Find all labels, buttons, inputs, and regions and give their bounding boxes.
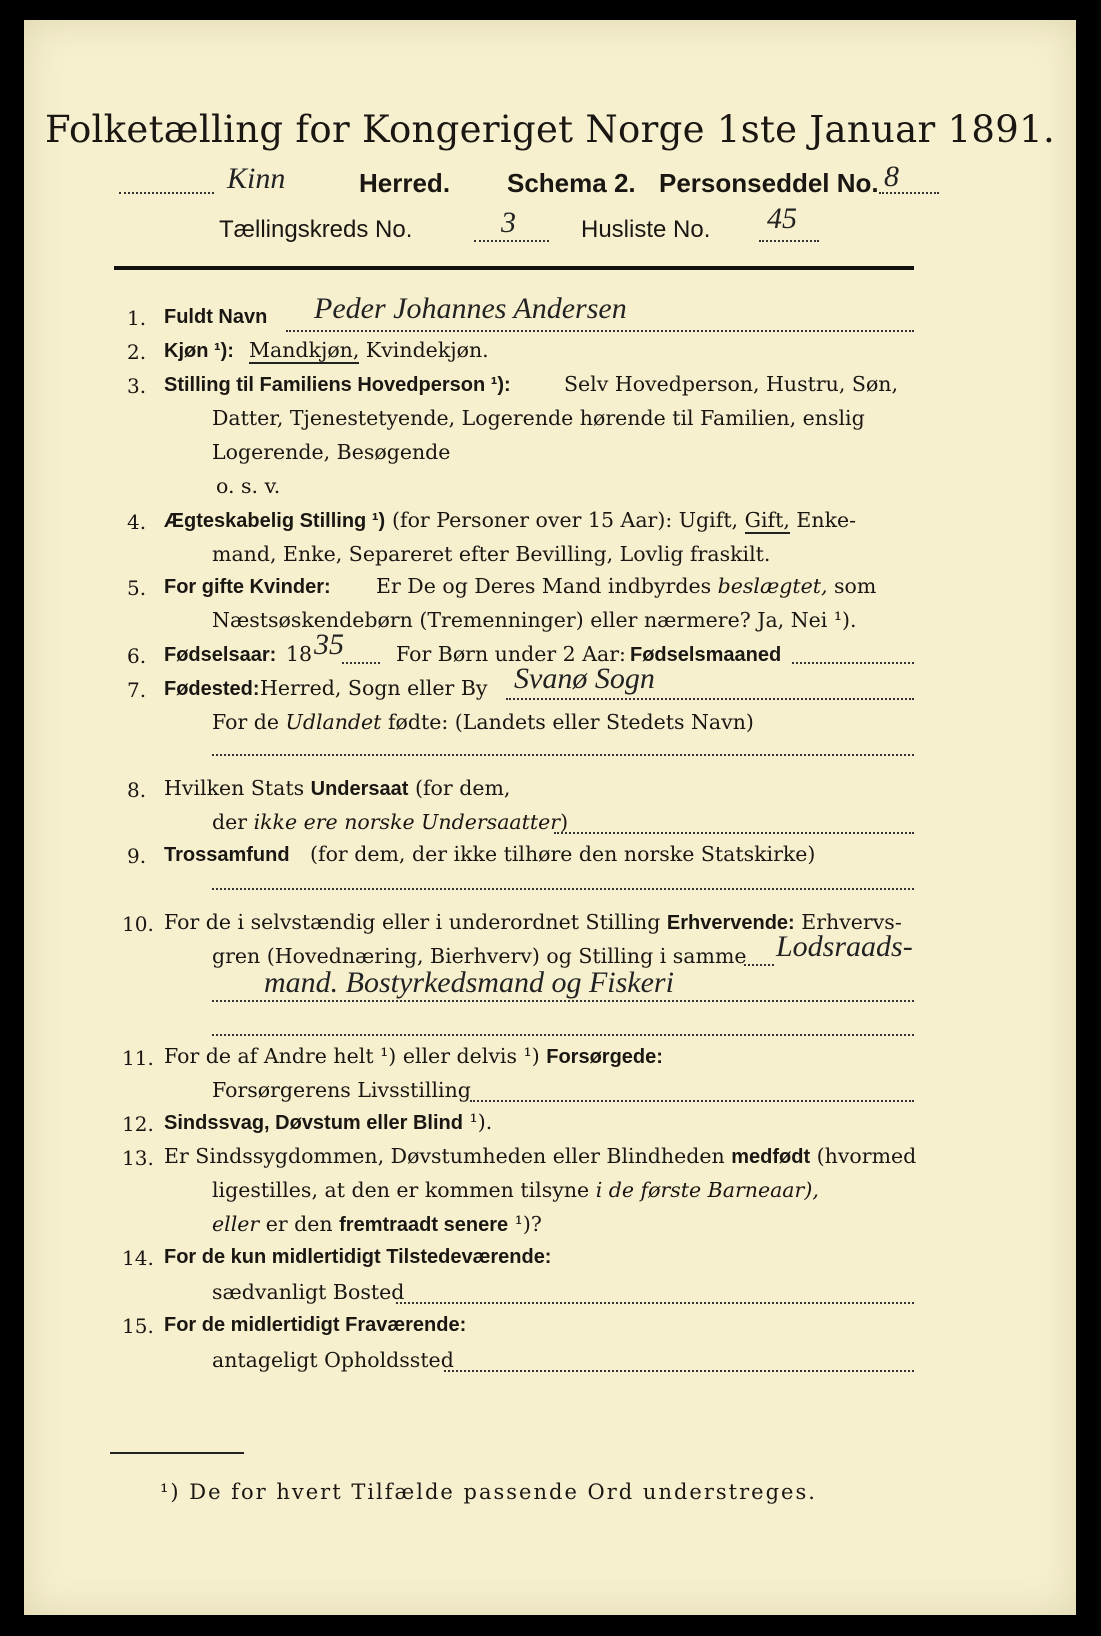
congenital-prefix: Er Sindssygdommen, Døvstumheden eller Blindheden (164, 1144, 732, 1168)
congenital-line3-italic: eller (212, 1212, 260, 1236)
personseddel-label: Personseddel No. (659, 168, 879, 198)
dotted-leader (119, 192, 214, 194)
dotted-leader (212, 754, 914, 756)
item-number: 12. (122, 1112, 154, 1136)
field-label-birth-month: Fødselsmaaned (630, 644, 782, 666)
foreign-birth-text (212, 710, 754, 734)
sex-option-female: Kvindekjøn. (359, 338, 489, 362)
under-two-text: For Børn under 2 Aar: (396, 642, 626, 666)
birth-year-prefix: 18 (286, 642, 313, 666)
item-number: 7. (127, 678, 147, 702)
item-number: 13. (122, 1146, 154, 1170)
occupation-suffix: Erhvervs- (794, 910, 902, 934)
herred-label: Herred. (359, 168, 451, 198)
taellingskreds-label: Tællingskreds No. (219, 216, 413, 243)
census-form (24, 20, 1076, 1615)
item-number: 1. (127, 306, 147, 330)
schema-label: Schema 2. (507, 168, 636, 198)
field-label-later-onset: fremtraadt senere (339, 1214, 509, 1236)
dotted-leader (470, 1100, 914, 1102)
field-label-birthplace: Fødested: (164, 678, 260, 700)
birth-year-value: 35 (314, 628, 344, 661)
item-number: 9. (127, 844, 147, 868)
field-label-religion: Trossamfund (164, 844, 290, 866)
dotted-leader (744, 964, 774, 966)
citizenship-text (164, 776, 510, 801)
congenital-suffix: (hvormed (810, 1144, 917, 1168)
field-label-citizenship: Undersaat (310, 778, 409, 800)
citizenship-suffix: (for dem, (408, 776, 511, 800)
congenital-text-2 (212, 1178, 819, 1202)
occupation-value-2: mand. Bostyrkedsmand og Fiskeri (264, 966, 674, 999)
occupation-prefix: For de i selvstændig eller i underordnet Stilling (164, 910, 667, 934)
item-number: 15. (122, 1314, 154, 1338)
foreign-text: For de (212, 710, 286, 734)
dotted-leader (396, 1302, 914, 1304)
header-line-1 (119, 162, 987, 202)
congenital-text-3 (212, 1212, 542, 1237)
dotted-leader (286, 330, 914, 332)
congenital-text (164, 1144, 916, 1169)
marital-options (392, 508, 856, 532)
question-italic: beslægtet, (717, 574, 828, 598)
item-number: 11. (122, 1046, 154, 1070)
field-label-marital: Ægteskabelig Stilling ¹) (164, 510, 386, 532)
citizenship-line2-end: ) (560, 810, 569, 834)
item-number: 3. (127, 374, 147, 398)
item-number: 8. (127, 778, 147, 802)
position-options-3: Logerende, Besøgende (212, 440, 451, 464)
birthplace-text: Herred, Sogn eller By (260, 676, 488, 700)
disability-text (164, 1110, 492, 1135)
header-line-2 (219, 202, 919, 250)
field-label-congenital: medfødt (731, 1146, 811, 1168)
dotted-leader (444, 1370, 914, 1372)
congenital-line2: ligestilles, at den er kommen tilsyne (212, 1178, 596, 1202)
occupation-text-2: gren (Hovednæring, Bierhverv) og Stilling i samme (212, 944, 747, 968)
congenital-italic: i de første Barneaar), (595, 1178, 819, 1202)
supporter-occupation-label: Forsørgerens Livsstilling (212, 1078, 471, 1102)
marital-text-end: Enke- (789, 508, 857, 532)
taellingskreds-value: 3 (501, 206, 516, 239)
field-label-occupation: Erhvervende: (666, 912, 795, 934)
item-number: 14. (122, 1246, 154, 1270)
citizenship-italic: ikke ere norske Undersaatter (253, 810, 561, 834)
personseddel-value: 8 (884, 160, 899, 193)
birthplace-value: Svanø Sogn (514, 662, 655, 695)
field-label-position: Stilling til Familiens Hovedperson ¹): (164, 374, 511, 396)
foreign-italic: Udlandet (285, 710, 382, 734)
married-women-text-2: Næstsøskendebørn (Tremenninger) eller nærmere? Ja, Nei ¹). (212, 608, 857, 632)
header-rule (114, 266, 914, 270)
item-number: 5. (127, 576, 147, 600)
religion-text: (for dem, der ikke tilhøre den norske Statskirke) (310, 842, 816, 866)
dotted-leader (554, 832, 914, 834)
citizenship-prefix: Hvilken Stats (164, 776, 311, 800)
item-number: 10. (122, 912, 154, 936)
foreign-text-end: fødte: (Landets eller Stedets Navn) (381, 710, 754, 734)
field-label-name: Fuldt Navn (164, 306, 268, 328)
dotted-leader (879, 192, 939, 194)
usual-residence-label: sædvanligt Bosted (212, 1280, 405, 1304)
congenital-line3: er den (259, 1212, 340, 1236)
footnote-rule (110, 1452, 244, 1454)
citizenship-text-2 (212, 810, 568, 834)
supported-prefix: For de af Andre helt ¹) eller delvis ¹) (164, 1044, 547, 1068)
citizenship-line2: der (212, 810, 254, 834)
item-number: 2. (127, 340, 147, 364)
question-text-end: som (827, 574, 877, 598)
dotted-leader (506, 698, 914, 700)
field-label-married-women: For gifte Kvinder: (164, 576, 331, 598)
field-label-disability: Sindssvag, Døvstum eller Blind (164, 1112, 463, 1134)
field-label-temporary-absent: For de midlertidigt Fraværende: (164, 1314, 467, 1336)
dotted-leader (342, 662, 380, 664)
item-number: 6. (127, 644, 147, 668)
dotted-leader (759, 240, 819, 242)
dotted-leader (212, 1034, 914, 1036)
husliste-value: 45 (767, 202, 797, 235)
congenital-line3-end: ¹)? (508, 1212, 542, 1236)
question-text: Er De og Deres Mand indbyrdes (376, 574, 718, 598)
occupation-value-1: Lodsraads- (776, 930, 913, 963)
position-options-4: o. s. v. (216, 474, 281, 498)
field-label-sex: Kjøn ¹): (164, 340, 234, 362)
dotted-leader (212, 1000, 914, 1002)
husliste-label: Husliste No. (581, 216, 711, 243)
sex-options (249, 338, 489, 362)
full-name-value: Peder Johannes Andersen (314, 292, 627, 325)
sex-option-male: Mandkjøn, (249, 338, 360, 362)
supported-text (164, 1044, 663, 1069)
married-women-text (376, 574, 876, 598)
probable-residence-label: antageligt Opholdssted (212, 1348, 454, 1372)
marital-gift-underlined: Gift, (744, 508, 790, 532)
disability-footnote-ref: ¹). (462, 1110, 493, 1134)
item-number: 4. (127, 510, 147, 534)
herred-value: Kinn (227, 162, 286, 195)
position-options-2: Datter, Tjenestetyende, Logerende hørende til Familien, enslig (212, 406, 865, 430)
field-label-birth-year: Fødselsaar: (164, 644, 277, 666)
position-options-1: Selv Hovedperson, Hustru, Søn, (564, 372, 899, 396)
dotted-leader (474, 240, 549, 242)
dotted-leader (212, 888, 914, 890)
field-label-supported: Forsørgede: (546, 1046, 663, 1068)
field-label-temporary-present: For de kun midlertidigt Tilstedeværende: (164, 1246, 552, 1268)
footnote: ¹) De for hvert Tilfælde passende Ord understreges. (160, 1480, 817, 1504)
form-title: Folketælling for Kongeriget Norge 1ste Januar 1891. (45, 108, 1055, 151)
marital-options-2: mand, Enke, Separeret efter Bevilling, Lovlig fraskilt. (212, 542, 771, 566)
dotted-leader (792, 662, 914, 664)
marital-text: (for Personer over 15 Aar): Ugift, (392, 508, 745, 532)
